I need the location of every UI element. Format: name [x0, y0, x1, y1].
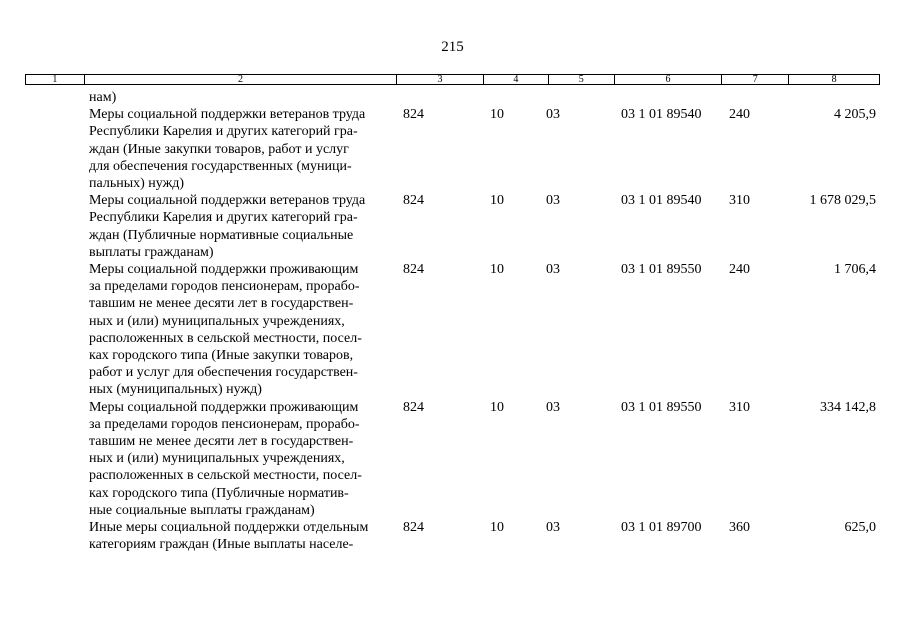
- table-row: [0, 519, 905, 553]
- row-description: [89, 519, 389, 553]
- section-code: 10: [490, 262, 504, 278]
- description-line: ных (муниципальных) нужд): [89, 382, 262, 398]
- description-line: Меры социальной поддержки ветеранов труда: [89, 107, 366, 123]
- column-header-5: 5: [549, 75, 615, 84]
- amount: 1 678 029,5: [809, 193, 876, 209]
- description-line: ных и (или) муниципальных учреждениях,: [89, 313, 345, 329]
- admin-code: 824: [403, 520, 424, 536]
- expense-type-code: 360: [729, 520, 750, 536]
- description-line: пальных) нужд): [89, 176, 185, 192]
- column-header-4: 4: [484, 75, 549, 84]
- description-line: за пределами городов пенсионерам, прорабо-: [89, 279, 360, 295]
- description-line: работ и услуг для обеспечения государствен-: [89, 365, 358, 381]
- amount: 1 706,4: [834, 262, 876, 278]
- description-line: Иные меры социальной поддержки отдельным: [89, 520, 369, 536]
- table-row: [0, 261, 905, 399]
- row-description: [89, 106, 389, 192]
- description-line: Республики Карелия и других категорий гра-: [89, 210, 358, 226]
- column-header-1: 1: [26, 75, 85, 84]
- description-line: для обеспечения государственных (муници-: [89, 158, 352, 174]
- admin-code: 824: [403, 262, 424, 278]
- description-line: ках городского типа (Иные закупки товаров,: [89, 348, 354, 364]
- amount: 625,0: [844, 520, 876, 536]
- column-header-3: 3: [397, 75, 484, 84]
- description-line: ждан (Публичные нормативные социальные: [89, 227, 354, 243]
- subsection-code: 03: [546, 193, 560, 209]
- page-number: 215: [441, 39, 464, 55]
- description-line: Меры социальной поддержки ветеранов труда: [89, 193, 366, 209]
- admin-code: 824: [403, 193, 424, 209]
- description-line: тавшим не менее десяти лет в государствен-: [89, 296, 354, 312]
- description-line: ных и (или) муниципальных учреждениях,: [89, 451, 345, 467]
- table-row: [0, 89, 905, 106]
- description-line: категориям граждан (Иные выплаты населе-: [89, 537, 354, 553]
- column-header-8: 8: [831, 74, 837, 85]
- expense-type-code: 240: [729, 107, 750, 123]
- description-line: Меры социальной поддержки проживающим: [89, 262, 359, 278]
- expense-type-code: 240: [729, 262, 750, 278]
- expense-type-code: 310: [729, 193, 750, 209]
- description-line: Республики Карелия и других категорий гра-: [89, 124, 358, 140]
- description-line: тавшим не менее десяти лет в государствен-: [89, 434, 354, 450]
- target-article-code: 03 1 01 89540: [621, 193, 702, 209]
- amount: 334 142,8: [820, 399, 876, 415]
- row-description: [89, 89, 389, 106]
- description-line: выплаты гражданам): [89, 244, 214, 260]
- target-article-code: 03 1 01 89550: [621, 262, 702, 278]
- description-line: ждан (Иные закупки товаров, работ и услуг: [89, 141, 349, 157]
- column-header-7: 7: [722, 75, 789, 84]
- target-article-code: 03 1 01 89700: [621, 520, 702, 536]
- target-article-code: 03 1 01 89540: [621, 107, 702, 123]
- row-description: [89, 192, 389, 261]
- subsection-code: 03: [546, 520, 560, 536]
- description-line: ках городского типа (Публичные норматив-: [89, 485, 349, 501]
- section-code: 10: [490, 107, 504, 123]
- column-header-6: 6: [615, 75, 723, 84]
- table-row: [0, 106, 905, 192]
- row-description: [89, 399, 389, 519]
- description-line: расположенных в сельской местности, посел-: [89, 468, 362, 484]
- description-line: расположенных в сельской местности, посел-: [89, 330, 362, 346]
- table-row: [0, 192, 905, 261]
- column-number-header: [25, 74, 880, 85]
- expense-type-code: 310: [729, 399, 750, 415]
- target-article-code: 03 1 01 89550: [621, 399, 702, 415]
- subsection-code: 03: [546, 107, 560, 123]
- description-line: ные социальные выплаты гражданам): [89, 502, 315, 518]
- subsection-code: 03: [546, 399, 560, 415]
- column-header-2: 2: [85, 75, 397, 84]
- row-description: [89, 261, 389, 399]
- admin-code: 824: [403, 399, 424, 415]
- subsection-code: 03: [546, 262, 560, 278]
- section-code: 10: [490, 520, 504, 536]
- admin-code: 824: [403, 107, 424, 123]
- description-line: нам): [89, 90, 117, 105]
- table-row: [0, 399, 905, 519]
- amount: 4 205,9: [834, 107, 876, 123]
- budget-table-body: [0, 89, 905, 553]
- description-line: за пределами городов пенсионерам, прорабо-: [89, 416, 360, 432]
- section-code: 10: [490, 399, 504, 415]
- section-code: 10: [490, 193, 504, 209]
- description-line: Меры социальной поддержки проживающим: [89, 399, 359, 415]
